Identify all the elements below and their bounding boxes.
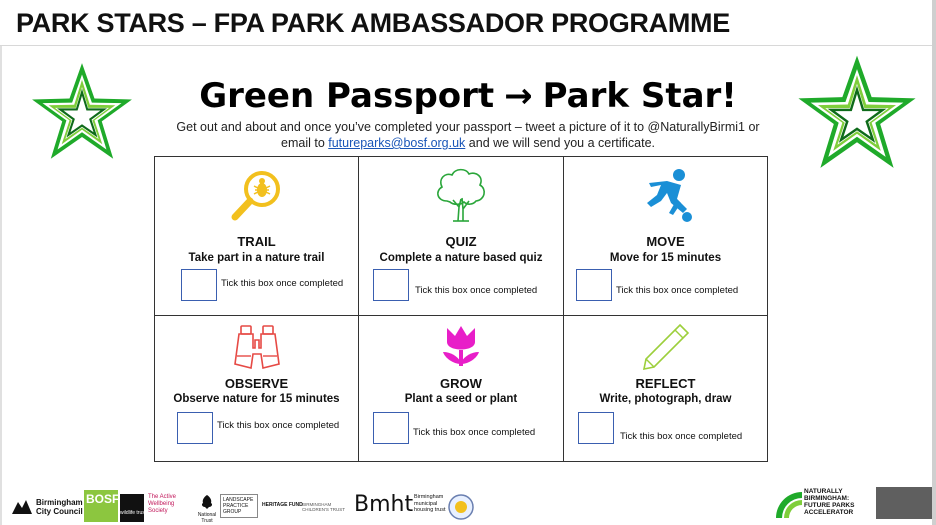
logo-text: housing trust (414, 507, 446, 513)
header-bar (0, 0, 936, 46)
intro-email-suffix: and we will send you a certificate. (465, 136, 655, 150)
activity-description: Complete a nature based quiz (379, 252, 543, 264)
tick-checkbox-grow[interactable] (373, 412, 409, 444)
logo-text: Birmingham (414, 494, 444, 500)
logo-text: BIRMINGHAM: (804, 495, 850, 502)
tick-label: Tick this box once completed (221, 278, 344, 289)
activity-cell-quiz (359, 157, 564, 316)
arrow-right-icon: → (504, 76, 533, 116)
activity-title: REFLECT (635, 376, 696, 391)
activity-title: QUIZ (445, 234, 477, 249)
logo-text: City Council (36, 507, 83, 516)
wildlife-trusts-logo: wildlife trusts (120, 494, 144, 522)
crest-icon (448, 492, 474, 522)
fpa-arc-icon (774, 490, 804, 518)
heritage-fund-logo: HERITAGE FUND (262, 502, 303, 508)
national-trust-logo: National Trust (197, 512, 217, 524)
activity-cell-reflect (564, 316, 767, 461)
bmht-sub-logo (414, 494, 446, 514)
intro-line-2 (150, 135, 786, 151)
activity-title: OBSERVE (224, 376, 289, 391)
title-green-passport: Green Passport (199, 76, 495, 116)
birmingham-council-logo-icon (10, 498, 34, 516)
logo-text: municipal (414, 500, 438, 507)
birmingham-council-logo (36, 498, 83, 516)
tick-label: Tick this box once completed (415, 285, 538, 296)
future-parks-accelerator-logo (774, 488, 874, 518)
tree-icon (433, 167, 489, 223)
intro-line-1: Get out and about and once you’ve completed your passport – tweet a picture of it to @NaturallyBirmi1 or (176, 120, 760, 134)
tick-label: Tick this box once completed (413, 427, 536, 438)
logo-text: FUTURE PARKS (804, 502, 855, 509)
activity-cell-observe (155, 316, 359, 461)
logo-text: ACCELERATOR (804, 509, 854, 516)
tick-label: Tick this box once completed (620, 431, 743, 442)
passport-title (0, 76, 936, 116)
tick-checkbox-reflect[interactable] (578, 412, 614, 444)
magnifier-bug-icon (230, 169, 284, 221)
email-link[interactable]: futureparks@bosf.org.uk (328, 136, 466, 150)
activity-cell-grow (359, 316, 564, 461)
tick-label: Tick this box once completed (217, 420, 340, 431)
tick-checkbox-move[interactable] (576, 269, 612, 301)
activity-description: Move for 15 minutes (609, 252, 722, 264)
bosf-logo (84, 490, 118, 522)
partner-logos (10, 490, 480, 524)
tulip-icon (439, 324, 483, 370)
pencil-icon (640, 322, 692, 372)
intro-email-prefix: email to (281, 136, 329, 150)
activity-description: Write, photograph, draw (599, 393, 732, 405)
activity-grid (154, 156, 768, 462)
logo-text: BOSF (86, 492, 120, 506)
active-wellbeing-logo: The Active Wellbeing Society (148, 494, 177, 514)
binoculars-icon (233, 324, 281, 372)
activity-description: Observe nature for 15 minutes (173, 393, 340, 405)
corner-block (876, 487, 934, 519)
tick-checkbox-quiz[interactable] (373, 269, 409, 301)
logo-text: Birmingham (36, 498, 83, 507)
title-park-star: Park Star! (542, 76, 737, 116)
tick-checkbox-trail[interactable] (181, 269, 217, 301)
logo-text: NATURALLY (804, 488, 843, 495)
activity-description: Take part in a nature trail (188, 252, 325, 264)
bmht-logo: Bmht (354, 492, 414, 517)
slide-border (932, 0, 936, 525)
activity-description: Plant a seed or plant (404, 393, 518, 405)
activity-title: TRAIL (237, 234, 276, 249)
landscape-practice-logo: LANDSCAPE PRACTICE GROUP (220, 494, 258, 518)
activity-title: MOVE (646, 234, 685, 249)
activity-title: GROW (440, 376, 482, 391)
intro-text (150, 119, 786, 151)
activity-cell-move (564, 157, 767, 316)
tick-label: Tick this box once completed (616, 285, 739, 296)
page-title: PARK STARS – FPA PARK AMBASSADOR PROGRAMME (16, 8, 730, 38)
tick-checkbox-observe[interactable] (177, 412, 213, 444)
oak-leaf-icon (199, 494, 215, 510)
activity-cell-trail (155, 157, 359, 316)
football-player-icon (637, 167, 695, 223)
childrens-trust-logo: BIRMINGHAM CHILDREN'S TRUST (302, 502, 346, 512)
fpa-text (804, 488, 854, 516)
